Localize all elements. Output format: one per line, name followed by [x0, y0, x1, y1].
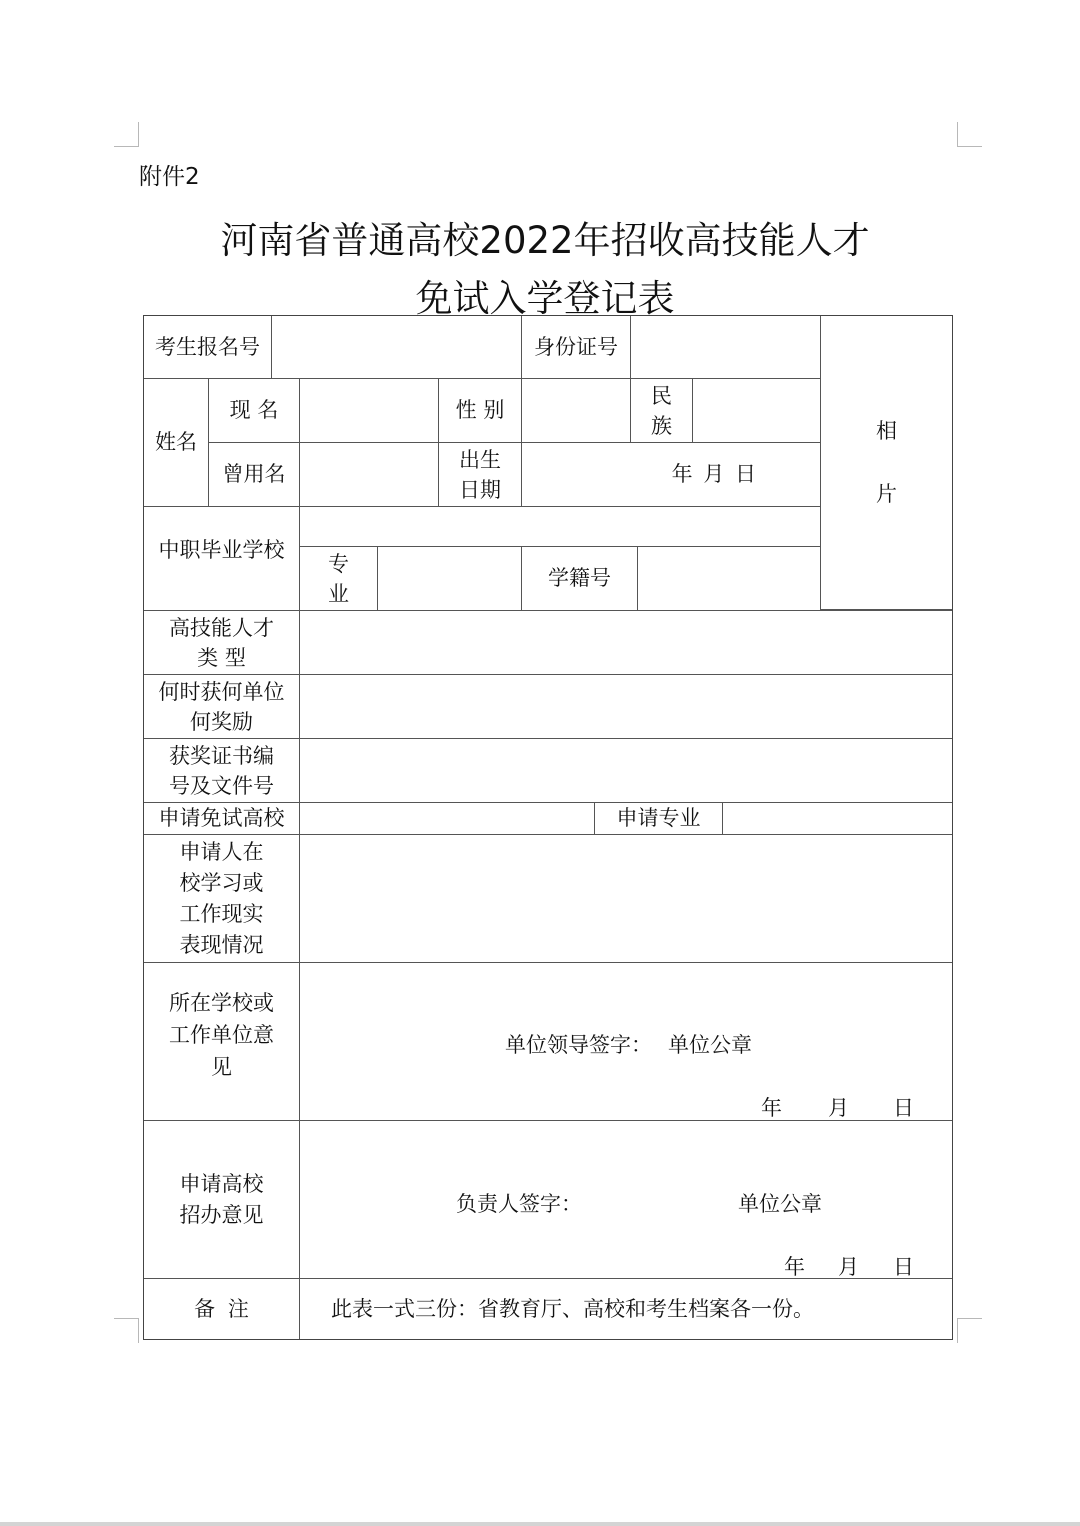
current-name-field[interactable] [299, 378, 439, 443]
university-opinion-label [143, 1120, 300, 1279]
school-opinion-label [143, 962, 300, 1121]
current-name-label: 现 名 [208, 378, 300, 443]
school-opinion-label-text: 所在学校或工作单位意 见 [169, 990, 274, 1079]
university-opinion-date-day: 日 [893, 1255, 914, 1279]
document-title-line1: 河南省普通高校2022年招收高技能人才 [220, 219, 870, 262]
apply-university-label: 申请免试高校 [143, 802, 300, 835]
page-corner-mark-top-left [114, 122, 139, 147]
talent-type-field[interactable] [299, 610, 953, 675]
page-corner-mark-bottom-right [957, 1318, 982, 1343]
birth-date-label [438, 442, 522, 507]
photo-box[interactable] [820, 315, 953, 610]
photo-label-top: 相 [876, 418, 897, 443]
page-corner-mark-bottom-left [114, 1318, 139, 1343]
page-corner-mark-top-right [957, 122, 982, 147]
id-number-field[interactable] [630, 315, 821, 379]
vocational-school-label: 中职毕业学校 [143, 506, 300, 611]
school-opinion-date-month: 月 [828, 1096, 849, 1120]
university-opinion-label-text: 申请高校招办意见 [179, 1171, 264, 1227]
exam-reg-no-label-text: 考生报名号 [155, 335, 260, 359]
student-no-label: 学籍号 [521, 546, 638, 611]
award-info-label-text: 何时获何单位何奖励 [158, 679, 285, 734]
gender-label: 性 别 [438, 378, 522, 443]
major-label [299, 546, 378, 611]
former-name-label: 曾用名 [208, 442, 300, 507]
certificate-no-label [143, 738, 300, 803]
school-opinion-signature-label: 单位领导签字： [505, 1033, 652, 1057]
birth-date-label-text: 出生日期 [459, 447, 501, 502]
page-bottom-edge [0, 1522, 1080, 1526]
ethnicity-label [630, 378, 693, 443]
vocational-school-field[interactable] [299, 506, 821, 547]
talent-type-label-text: 高技能人才类 型 [169, 615, 274, 670]
name-group-label: 姓名 [143, 378, 209, 507]
remarks-label: 备 注 [143, 1278, 300, 1340]
university-opinion-signature-label: 负责人签字： [456, 1192, 582, 1216]
university-opinion-seal-label: 单位公章 [738, 1192, 822, 1216]
performance-label [143, 834, 300, 963]
attachment-label: 附件2 [139, 164, 200, 190]
ethnicity-field[interactable] [692, 378, 821, 443]
major-field[interactable] [377, 546, 522, 611]
major-label-text: 专业 [328, 551, 349, 606]
performance-field[interactable] [299, 834, 953, 963]
university-opinion-date-year: 年 [784, 1255, 805, 1279]
gender-field[interactable] [521, 378, 631, 443]
id-number-label: 身份证号 [521, 315, 631, 379]
apply-major-label: 申请专业 [594, 802, 723, 835]
certificate-no-label-text: 获奖证书编号及文件号 [169, 743, 274, 798]
student-no-field[interactable] [637, 546, 821, 611]
talent-type-label [143, 610, 300, 675]
school-opinion-date-year: 年 [761, 1096, 782, 1120]
university-opinion-date-month: 月 [838, 1255, 859, 1279]
exam-reg-no-field[interactable] [271, 315, 522, 379]
exam-reg-no-label [143, 315, 272, 379]
certificate-no-field[interactable] [299, 738, 953, 803]
apply-university-field[interactable] [299, 802, 595, 835]
school-opinion-seal-label: 单位公章 [668, 1033, 752, 1057]
remarks-text: 此表一式三份：省教育厅、高校和考生档案各一份。 [299, 1278, 953, 1340]
apply-major-field[interactable] [722, 802, 953, 835]
award-info-field[interactable] [299, 674, 953, 739]
birth-date-field[interactable]: 年 月 日 [521, 442, 821, 507]
document-title-line2: 免试入学登记表 [415, 277, 675, 320]
former-name-field[interactable] [299, 442, 439, 507]
ethnicity-label-text: 民族 [651, 383, 672, 438]
performance-label-text: 申请人在校学习或工作现实表现情况 [179, 839, 264, 957]
award-info-label [143, 674, 300, 739]
photo-label-bottom: 片 [876, 481, 897, 506]
school-opinion-date-day: 日 [893, 1096, 914, 1120]
